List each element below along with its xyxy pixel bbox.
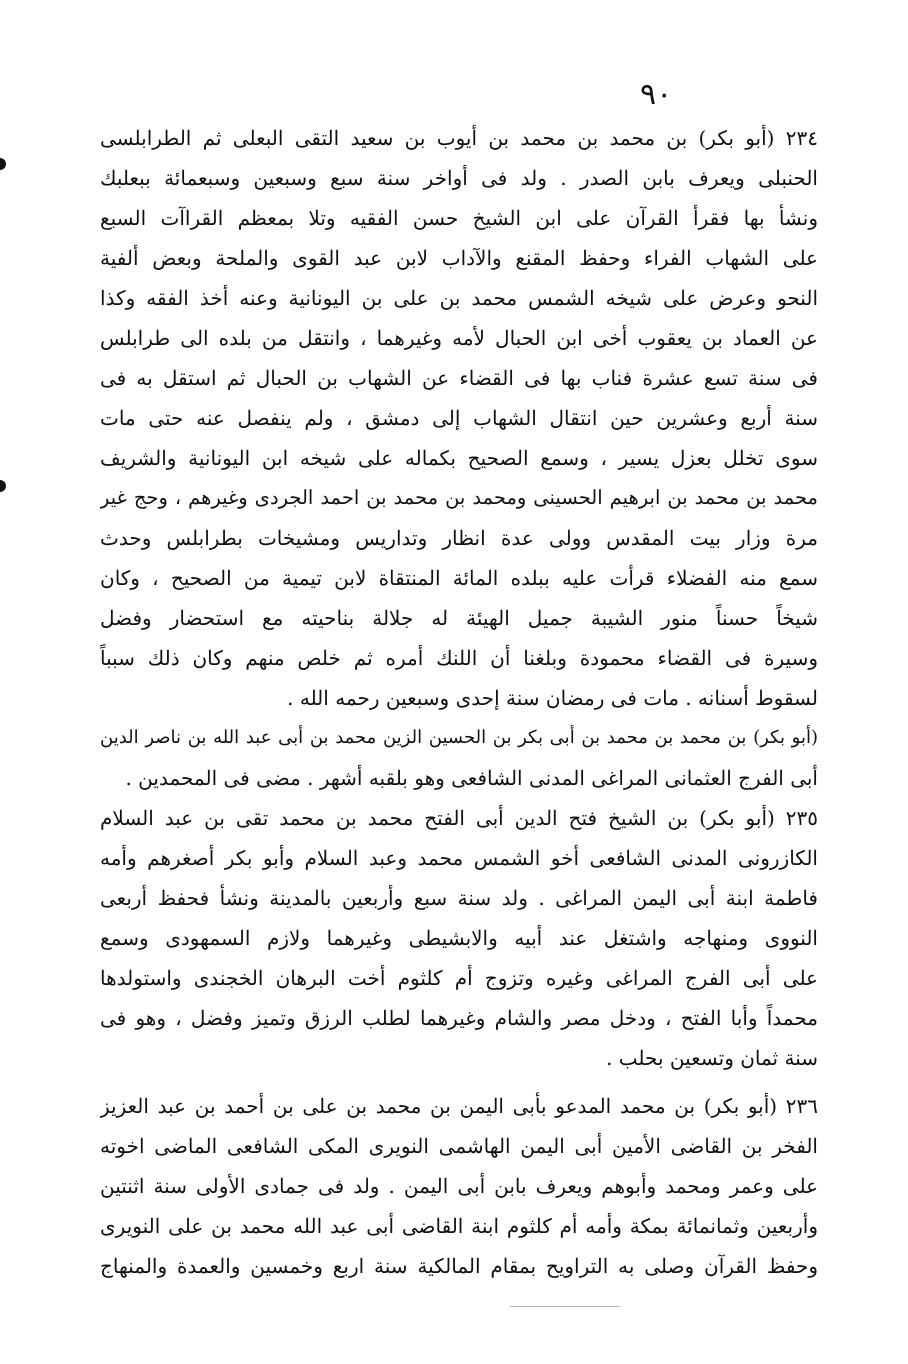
text-line: على وعمر ومحمد وأبوهم ويعرف بابن أبى اليمن . ولد فى جمادى الأولى سنة اثنتين <box>100 1174 818 1198</box>
page-number: ٩٠ <box>640 77 673 112</box>
entry-234 <box>100 118 818 718</box>
main-text <box>100 118 818 1286</box>
entry-235 <box>100 798 818 1078</box>
entry-236 <box>100 1086 818 1286</box>
text-line: ونشأ بها فقرأ القرآن على ابن الشيخ حسن الفقيه وتلا بمعظم القراآت السبع <box>100 206 818 230</box>
bottom-rule <box>510 1306 620 1307</box>
text-line: سوى تخلل بعزل يسير ، وسمع الصحيح بكماله على شيخه ابن اليونانية والشريف <box>100 446 818 470</box>
text-line: فى سنة تسع عشرة فناب بها فى القضاء عن الشهاب بن الحبال ثم استقل به فى <box>100 366 818 390</box>
text-line: وحفظ القرآن وصلى به التراويح بمقام المالكية سنة اربع وخمسين والعمدة والمنهاج <box>100 1254 818 1278</box>
text-line: عن العماد بن يعقوب أخى ابن الحبال لأمه وغيرهما ، وانتقل من بلده الى طرابلس <box>100 326 818 350</box>
text-line: سمع منه الفضلاء قرأت عليه ببلده المائة المنتقاة لابن تيمية من الصحيح ، وكان <box>100 566 818 590</box>
text-line: ٢٣٦ (أبو بكر) بن محمد المدعو بأبى اليمن بن محمد بن على بن أحمد بن عبد العزيز <box>100 1094 818 1118</box>
margin-punch-mark <box>0 158 6 170</box>
margin-punch-mark <box>0 480 6 492</box>
text-line: سنة أربع وعشرين حين انتقال الشهاب إلى دمشق ، ولم ينفصل عنه حتى مات <box>100 406 818 430</box>
text-line: على الشهاب الفراء وحفظ المقنع والآداب لابن عبد القوى والملحة وبعض ألفية <box>100 246 818 270</box>
text-line: ٢٣٤ (أبو بكر) بن محمد بن محمد بن أيوب بن سعيد التقى البعلى ثم الطرابلسى <box>100 126 818 150</box>
entry-cross-reference <box>100 718 818 798</box>
text-line: أبى الفرج العثمانى المراغى المدنى الشافعى وهو بلقبه أشهر . مضى فى المحمدين . <box>125 766 818 790</box>
text-line: الحنبلى ويعرف بابن الصدر . ولد فى أواخر سنة سبع وسبعين وسبعمائة ببعلبك <box>100 166 818 190</box>
text-line: مرة وزار بيت المقدس وولى عدة انظار وتداريس ومشيخات بطرابلس وحدث <box>100 526 818 550</box>
text-line: النووى ومنهاجه واشتغل عند أبيه والابشيطى وغيرهما ولازم السمهودى وسمع <box>100 926 818 950</box>
text-line: الفخر بن القاضى الأمين أبى اليمن الهاشمى النويرى المكى الشافعى الماضى اخوته <box>100 1134 818 1158</box>
text-line: سنة ثمان وتسعين بحلب . <box>606 1046 818 1070</box>
text-line: وسيرة فى القضاء محمودة وبلغنا أن اللنك أمره ثم خلص منهم وكان ذلك سبباً <box>100 646 818 670</box>
text-line: النحو وعرض على شيخه الشمس محمد بن على بن اليونانية وعنه أخذ الفقه وكذا <box>100 286 818 310</box>
text-line: لسقوط أسنانه . مات فى رمضان سنة إحدى وسبعين رحمه الله . <box>287 686 818 710</box>
text-line: على أبى الفرج المراغى وغيره وتزوج أم كلثوم أخت البرهان الخجندى واستولدها <box>100 966 818 990</box>
text-line: (أبو بكر) بن محمد بن محمد بن أبى بكر بن الحسين الزين محمد بن أبى عبد الله بن ناصر الدين <box>100 727 818 748</box>
text-line: ٢٣٥ (أبو بكر) بن الشيخ فتح الدين أبى الفتح محمد بن محمد تقى بن عبد السلام <box>100 806 818 830</box>
text-line: محمد بن محمد بن ابرهيم الحسينى ومحمد بن محمد بن احمد الجردى وغيرهم ، وحج غير <box>100 486 818 509</box>
text-line: فاطمة ابنة أبى اليمن المراغى . ولد سنة سبع وأربعين بالمدينة ونشأ فحفظ أربعى <box>100 886 818 910</box>
text-line: الكازرونى المدنى الشافعى أخو الشمس محمد وعبد السلام وأبو بكر أصغرهم وأمه <box>100 846 818 870</box>
text-line: محمداً وأبا الفتح ، ودخل مصر والشام وغيرهما لطلب الرزق وتميز وفضل ، وهو فى <box>100 1006 818 1030</box>
text-line: وأربعين وثمانمائة بمكة وأمه أم كلثوم ابنة القاضى أبى عبد الله محمد بن على النويرى <box>100 1214 818 1238</box>
text-line: شيخاً حسناً منور الشيبة جميل الهيئة له جلالة بناحيته مع استحضار وفضل <box>100 606 818 630</box>
